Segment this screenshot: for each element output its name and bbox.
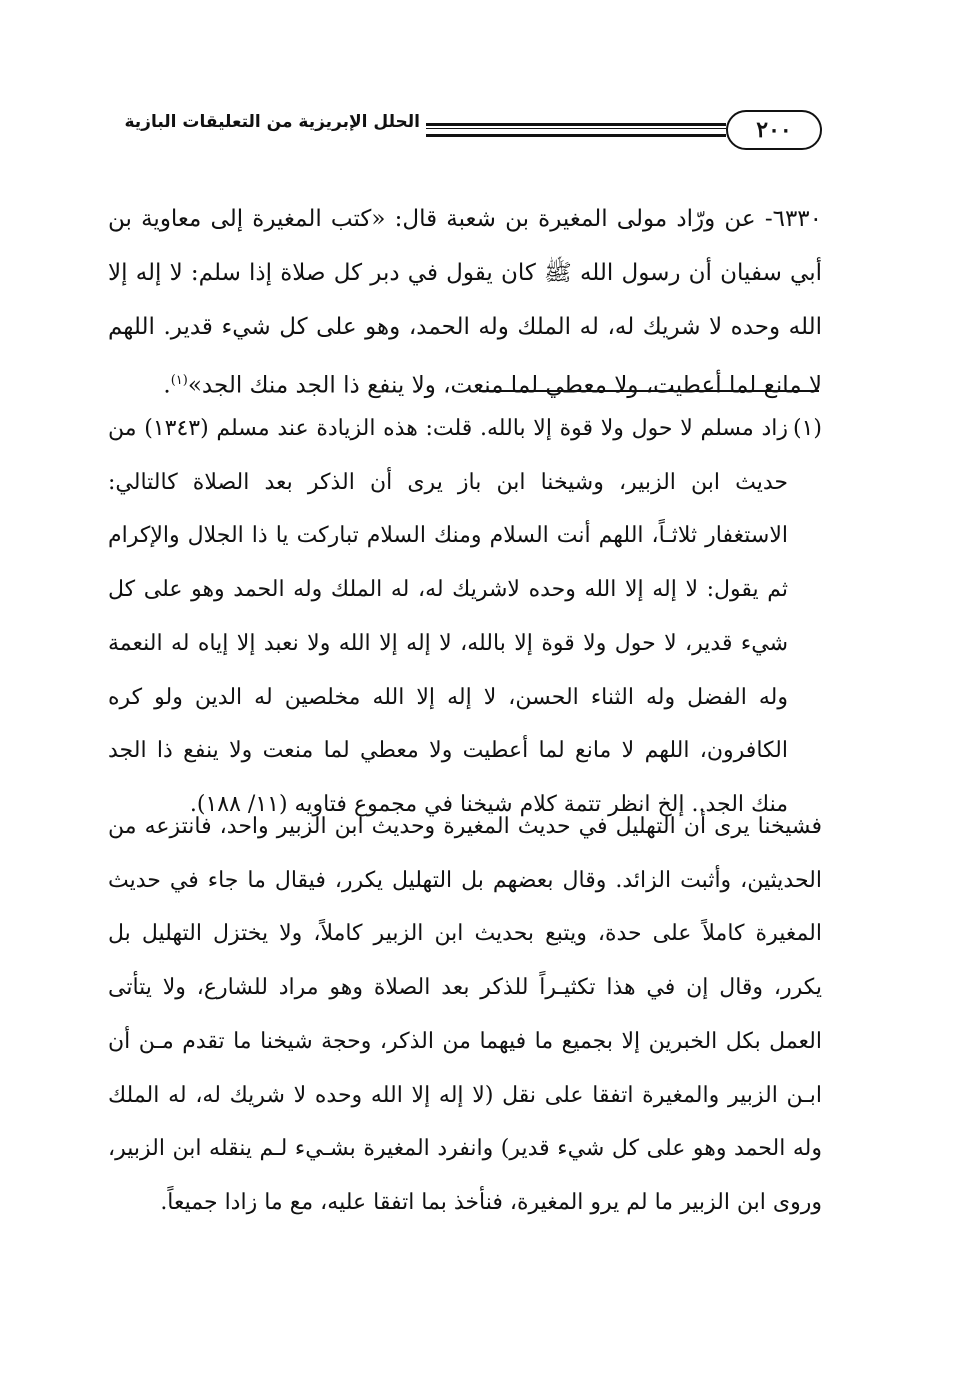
footnote-marker: (١) — [792, 416, 822, 441]
hadith-paragraph — [108, 192, 822, 413]
footnote-body: زاد مسلم لا حول ولا قوة إلا بالله. قلت: هذه الزيادة عند مسلم (١٣٤٣) من حديث ابن الزبير، وشيخنا ابن باز يرى أن الذكر بعد الصلاة كالتالي: الاستغفار ثلاثـاً، اللهم أنت السلام ومنك السلام تباركت يا ذا الجلال والإكرام ثم يقول: لا إله إلا الله وحده لاشريك له، له الملك وله الحمد وهو على كل شيء قدير، لا حول ولا قوة إلا بالله، لا إله إلا الله ولا نعبد إلا إياه له النعمة وله الفضل وله الثناء الحسن، لا إله إلا الله مخلصين له الدين ولو كره الكافرون، اللهم لا مانع لما أعطيت ولا معطي لما منعت ولا ينفع ذا الجد منك الجد.. إلخ انظر تتمة كلام شيخنا في مجموع فتاويه (١١/ ١٨٨). — [108, 416, 789, 817]
footnote — [108, 402, 822, 832]
commentary-paragraph: فشيخنا يرى أن التهليل في حديث المغيرة وحديث ابن الزبير واحد، فانتزعه من الحديثين، وأثبت الزائد. وقال بعضهم بل التهليل يكرر، فيقال ما جاء في حديث المغيرة كاملاً على حدة، ويتبع بحديث ابن الزبير كاملاً، ولا يختزل التهليل بل يكرر، وقال إن في هذا تكثيـراً للذكر بعد الصلاة وهو مراد للشارع، ولا يتأتى العمل بكل الخبرين إلا بجميع ما فيهما من الذكر، وحجة شيخنا ما تقدم مـن أن ابـن الزبير والمغيرة اتفقا على نقل (لا إله إلا الله وحده لا شريك له، له الملك وله الحمد وهو على كل شيء قدير) وانفرد المغيرة بشـيء لـم ينقله ابن الزبير، وروى ابن الزبير ما لم يرو المغيرة، فنأخذ بما اتفقا عليه، مع ما زادا جميعاً. — [108, 814, 822, 1215]
commentary — [108, 800, 822, 1230]
footnote-reference: (١) — [170, 373, 188, 388]
hadith-text — [108, 192, 822, 413]
header-rule — [426, 123, 726, 137]
hadith-number: ٦٣٣٠- — [764, 206, 823, 232]
hadith-body: عن ورّاد مولى المغيرة بن شعبة قال: «كتب المغيرة إلى معاوية بن أبي سفيان أن رسول الله ﷺ كان يقول في دبر كل صلاة إذا سلم: لا إله إلا الله وحده لا شريك له، له الملك وله الحمد، وهو على كل شيء قدير. اللهم لا مانع لما أعطيت، ولا معطي لما منعت، ولا ينفع ذا الجد منك الجد» — [108, 206, 822, 399]
running-header — [108, 110, 822, 154]
running-title: الحلل الإبريزية من التعليقات البازية — [124, 112, 420, 132]
hadith-end: . — [163, 372, 171, 399]
page-number: ٢٠٠ — [756, 117, 792, 143]
page-number-badge — [726, 110, 822, 150]
footnote-separator — [479, 390, 819, 392]
footnote-paragraph — [108, 402, 822, 832]
